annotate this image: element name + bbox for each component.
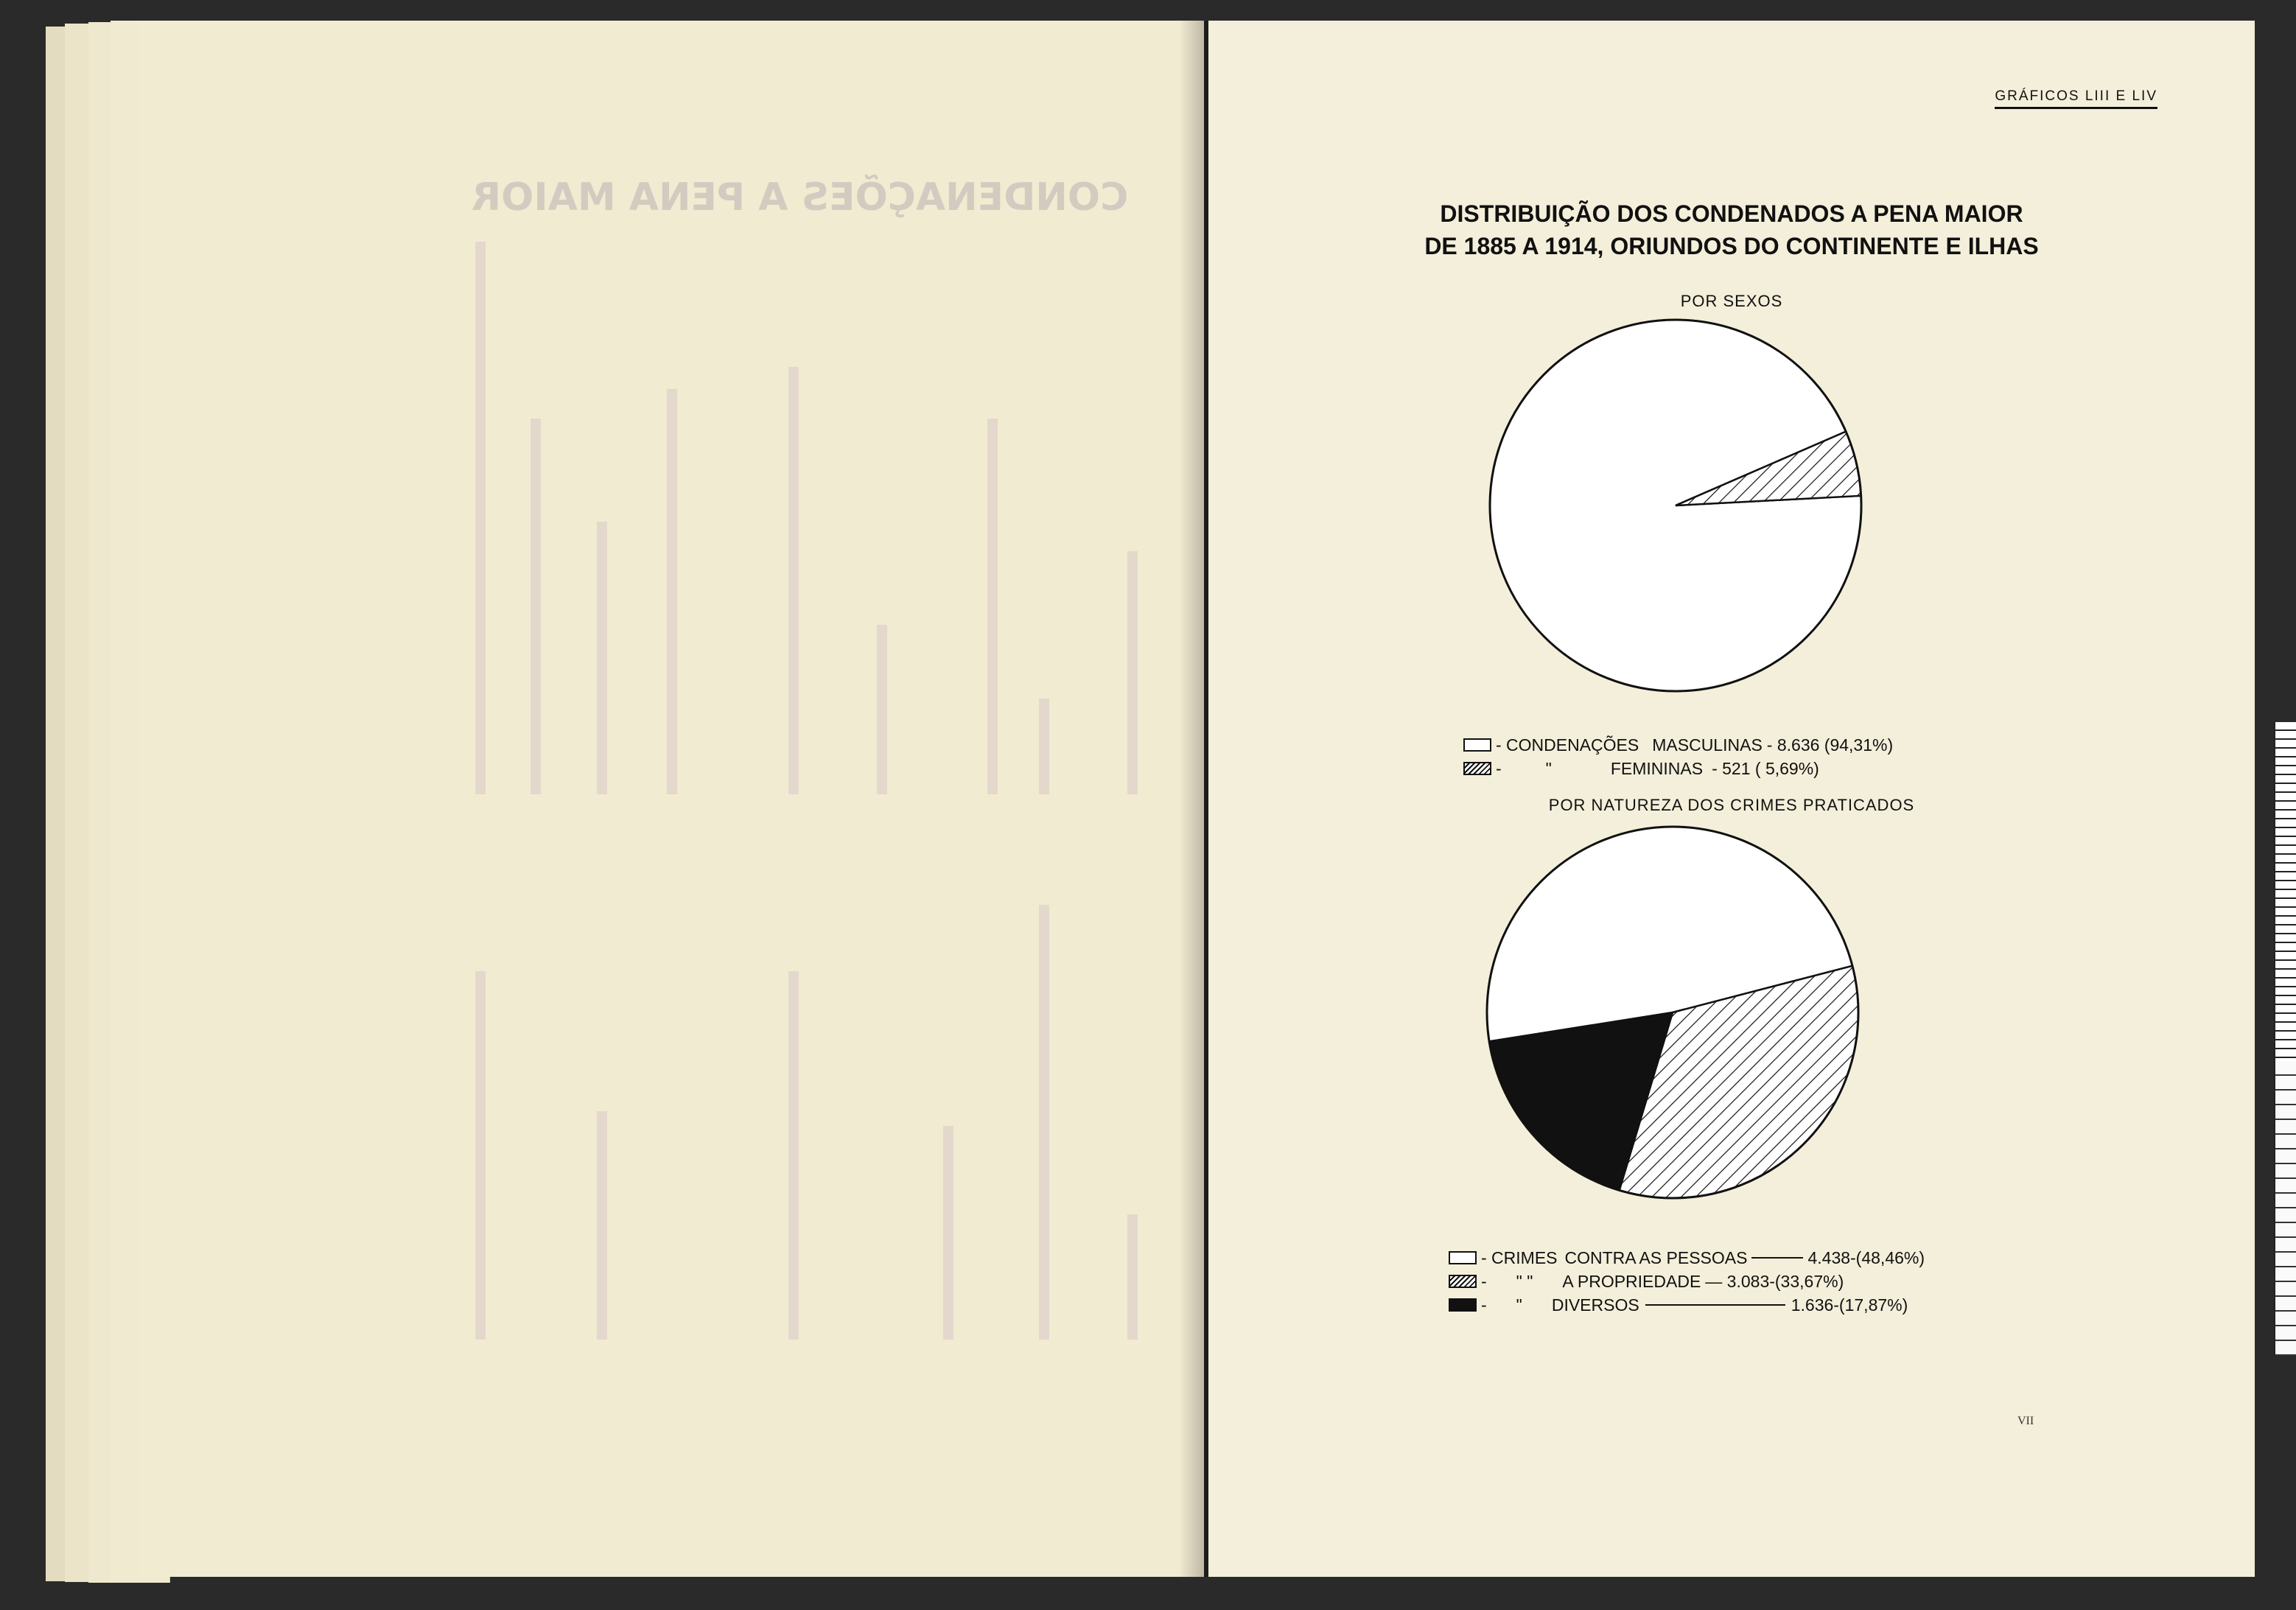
- show-through-bar: [597, 522, 607, 794]
- legend-label: CONTRA AS PESSOAS: [1564, 1247, 1748, 1267]
- legend-row-persons: [1449, 1247, 1925, 1269]
- show-through-bar: [531, 419, 541, 794]
- page-number: VII: [2017, 1415, 2034, 1427]
- show-through-bar: [877, 625, 887, 794]
- show-through-bar: [943, 1126, 953, 1340]
- show-through-bar: [788, 971, 799, 1340]
- scale-ruler: [2274, 1061, 2296, 1356]
- legend-value: — 3.083-(33,67%): [1705, 1271, 1844, 1291]
- show-through-bar: [1039, 905, 1049, 1340]
- legend-swatch-hatch: [1463, 762, 1491, 775]
- legend-ditto: " ": [1516, 1271, 1533, 1291]
- legend-label: FEMININAS: [1610, 758, 1704, 778]
- legend-prefix: - CRIMES: [1481, 1247, 1558, 1267]
- right-page: [1208, 21, 2255, 1577]
- legend-prefix: -: [1481, 1271, 1487, 1291]
- show-through-text: CONDENAÇÕES A PENA MAIOR: [472, 175, 1129, 220]
- legend-label: DIVERSOS: [1551, 1295, 1639, 1315]
- legend-row-diverse: [1449, 1294, 1908, 1316]
- show-through-bar: [475, 971, 486, 1340]
- legend-row-feminine: [1463, 757, 1819, 780]
- show-through-bar: [987, 419, 998, 794]
- pie-charts: [1208, 21, 2255, 1577]
- legend-prefix: -: [1496, 758, 1502, 778]
- left-page: [140, 21, 1204, 1577]
- pie-sexes: [1490, 320, 1861, 691]
- show-through-bar: [1127, 551, 1138, 794]
- chart-title-line2: DE 1885 A 1914, ORIUNDOS DO CONTINENTE E ILHAS: [1424, 233, 2039, 259]
- chart-title-line1: DISTRIBUIÇÃO DOS CONDENADOS A PENA MAIOR: [1440, 200, 2023, 227]
- show-through-bar: [1127, 1214, 1138, 1340]
- plate-header: GRÁFICOS LIII E LIV: [1995, 88, 2157, 109]
- legend-ditto: ": [1516, 1295, 1522, 1315]
- legend-swatch-white: [1463, 738, 1491, 752]
- show-through-bar: [667, 389, 677, 794]
- legend-leader: [1751, 1257, 1803, 1259]
- legend-ditto: ": [1545, 758, 1552, 778]
- legend-value: 1.636-(17,87%): [1791, 1295, 1908, 1315]
- pie-sexes-title: POR SEXOS: [1680, 292, 1783, 310]
- legend-prefix: -: [1481, 1295, 1487, 1315]
- legend-label: A PROPRIEDADE: [1562, 1271, 1701, 1291]
- show-through-bar: [1039, 699, 1049, 794]
- legend-leader: [1645, 1304, 1785, 1306]
- legend-swatch-white: [1449, 1251, 1477, 1264]
- show-through-bar: [788, 367, 799, 794]
- legend-row-property: [1449, 1270, 1844, 1292]
- show-through-bar: [597, 1111, 607, 1340]
- show-through-bar: [475, 242, 486, 794]
- pie-crimes-title: POR NATUREZA DOS CRIMES PRATICADOS: [1548, 796, 1915, 814]
- legend-swatch-black: [1449, 1298, 1477, 1312]
- legend-swatch-hatch: [1449, 1275, 1477, 1288]
- legend-prefix: - CONDENAÇÕES: [1496, 735, 1639, 755]
- pie-crimes: [1487, 827, 1858, 1198]
- legend-row-masculine: [1463, 734, 1893, 756]
- legend-value: 4.438-(48,46%): [1807, 1247, 1925, 1267]
- legend-label: MASCULINAS: [1652, 735, 1763, 755]
- legend-value: - 8.636 (94,31%): [1766, 735, 1894, 755]
- legend-value: - 521 ( 5,69%): [1712, 758, 1819, 778]
